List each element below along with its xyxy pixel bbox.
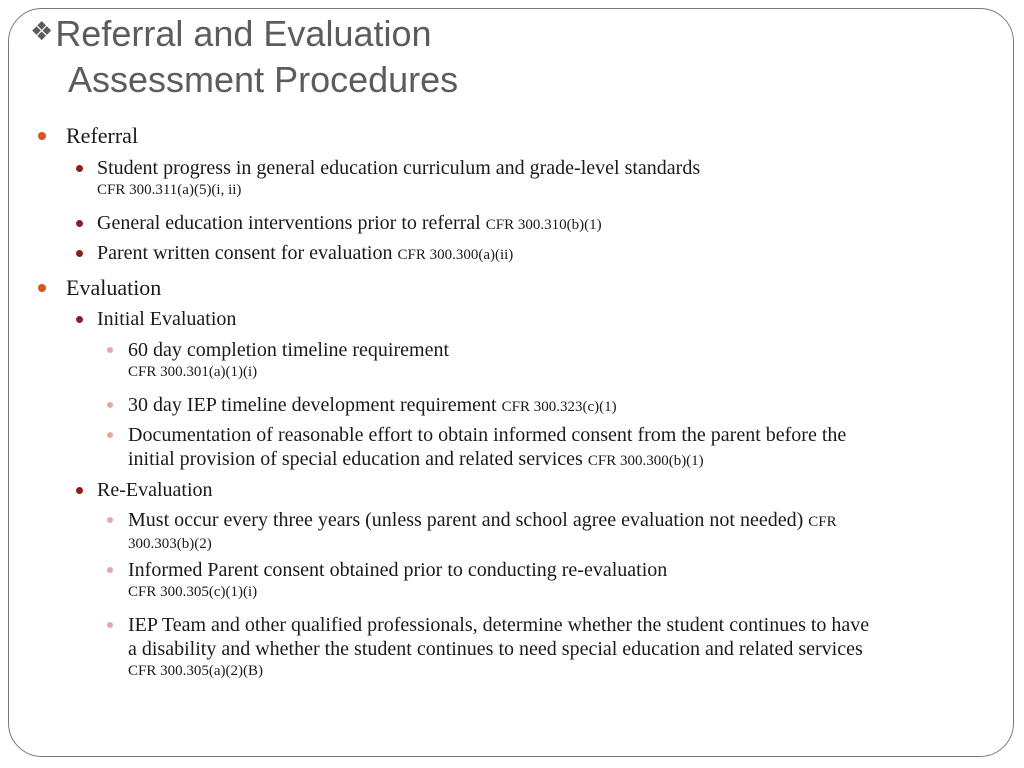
section-referral xyxy=(66,123,138,149)
list-item xyxy=(128,393,617,419)
item-text: Student progress in general education curriculum and grade-level standards xyxy=(97,157,701,179)
level2-bullet-icon xyxy=(76,487,83,494)
item-text-line-1: Documentation of reasonable effort to obtain informed consent from the parent before the xyxy=(128,424,847,446)
item-citation-part-1: CFR xyxy=(808,514,837,530)
section-heading: Evaluation xyxy=(66,275,162,300)
item-citation: CFR 300.323(c)(1) xyxy=(501,399,617,415)
item-text: 60 day completion timeline requirement xyxy=(128,339,450,361)
level3-bullet-icon xyxy=(107,432,113,438)
section-heading: Referral xyxy=(66,123,139,148)
list-item xyxy=(128,423,846,473)
diamond-bullet-icon: ❖ xyxy=(30,16,54,46)
item-text: 30 day IEP timeline development requirement xyxy=(128,394,497,416)
level3-bullet-icon xyxy=(107,402,113,408)
level2-bullet-icon xyxy=(76,220,83,227)
title-line-1: Referral and Evaluation xyxy=(55,13,432,54)
level2-bullet-icon xyxy=(76,316,83,323)
list-item xyxy=(128,613,869,681)
item-text: Parent written consent for evaluation xyxy=(97,242,393,264)
item-citation: CFR 300.305(a)(2)(B) xyxy=(128,663,263,679)
item-text-line-1: IEP Team and other qualified professionals, determine whether the student continues to have xyxy=(128,614,870,636)
item-citation-part-2: 300.303(b)(2) xyxy=(128,536,212,552)
item-citation: CFR 300.300(b)(1) xyxy=(587,453,704,469)
item-text: Informed Parent consent obtained prior to conducting re-evaluation xyxy=(128,559,668,581)
subsection-initial-evaluation xyxy=(97,307,236,331)
level3-bullet-icon xyxy=(107,567,113,573)
item-text: Must occur every three years (unless parent and school agree evaluation not needed) xyxy=(128,509,804,531)
list-item xyxy=(128,508,837,554)
item-text: General education interventions prior to referral xyxy=(97,212,481,234)
item-citation: CFR 300.300(a)(ii) xyxy=(397,247,514,263)
list-item xyxy=(97,241,513,267)
list-item xyxy=(128,338,449,382)
level2-bullet-icon xyxy=(76,250,83,257)
level3-bullet-icon xyxy=(107,622,113,628)
subsection-label: Re-Evaluation xyxy=(97,479,213,501)
list-item xyxy=(128,558,667,602)
item-text-line-2: initial provision of special education and related services xyxy=(128,448,583,470)
item-citation: CFR 300.305(c)(1)(i) xyxy=(128,584,258,600)
level2-bullet-icon xyxy=(76,165,83,172)
level1-bullet-icon xyxy=(38,284,46,292)
subsection-re-evaluation xyxy=(97,478,213,502)
section-evaluation xyxy=(66,275,161,301)
slide-title xyxy=(30,8,458,103)
item-citation: CFR 300.310(b)(1) xyxy=(485,217,602,233)
level1-bullet-icon xyxy=(38,132,46,140)
level3-bullet-icon xyxy=(107,517,113,523)
title-line-2: Assessment Procedures xyxy=(68,59,459,100)
list-item xyxy=(97,211,602,237)
item-text-line-2: a disability and whether the student continues to need special education and related services xyxy=(128,638,863,660)
level3-bullet-icon xyxy=(107,347,113,353)
subsection-label: Initial Evaluation xyxy=(97,308,237,330)
list-item xyxy=(97,156,700,200)
item-citation: CFR 300.301(a)(1)(i) xyxy=(128,364,258,380)
item-citation: CFR 300.311(a)(5)(i, ii) xyxy=(97,182,242,198)
